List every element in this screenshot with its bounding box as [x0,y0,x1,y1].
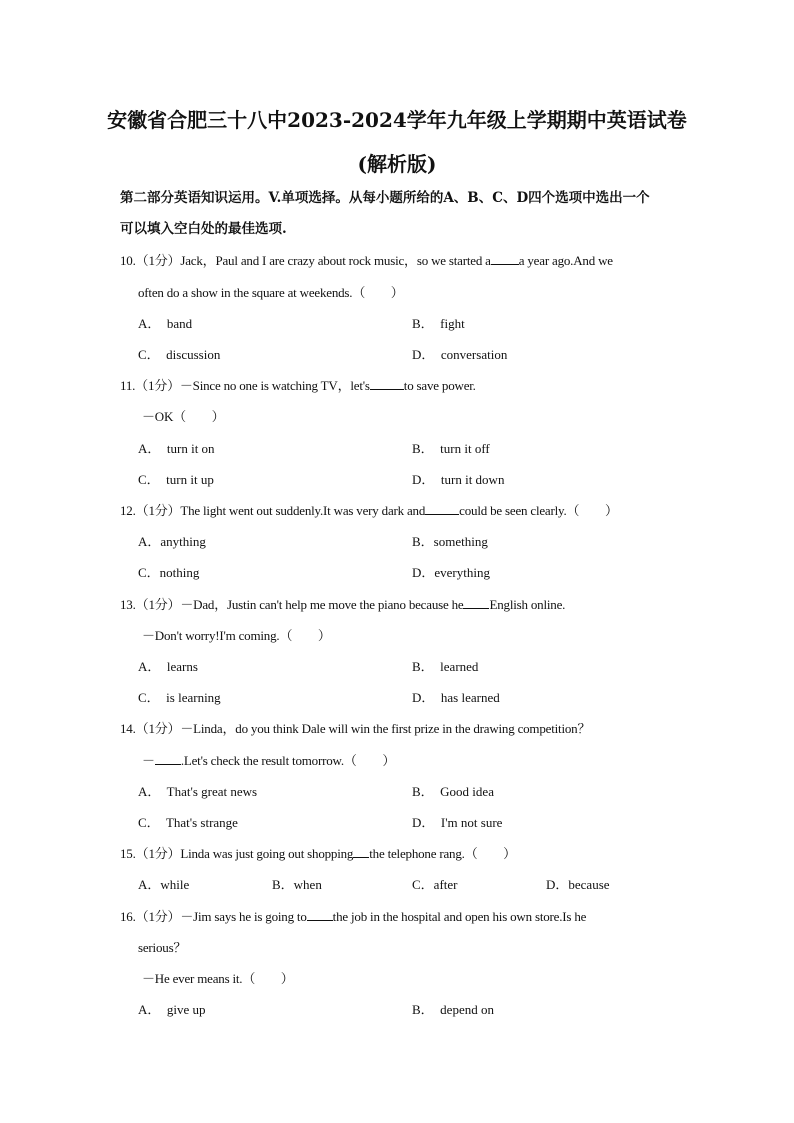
question-12-stem: 12.（1分）The light went out suddenly.It was very dark and could be seen clearly.（ ） [120,503,618,518]
question-13-stem: 13.（1分）－Dad，Justin can't help me move the piano because he English online. [120,597,566,612]
option-c[interactable]: C．after [412,877,458,892]
answer-blank [155,752,181,765]
option-a[interactable]: A．while [138,877,190,892]
question-number: 14. [120,721,136,736]
option-c[interactable]: C． is learning [138,690,221,705]
option-a[interactable]: A． give up [138,1002,206,1017]
option-b[interactable]: B． turn it off [412,441,490,456]
question-score: （1分） [135,721,181,736]
question-score: （1分） [135,378,180,393]
question-14-stem: 14.（1分）－Linda，do you think Dale will win the first prize in the drawing competition？ [120,721,591,736]
question-number: 16. [120,909,136,924]
question-14-stem-cont: － .Let's check the result tomorrow.（ ） [142,753,396,768]
question-16-stem-cont2: －He ever means it.（ ） [142,971,294,986]
question-15-stem: 15.（1分）Linda was just going out shopping the telephone rang.（ ） [120,846,516,861]
question-13-stem-cont: －Don't worry!I'm coming.（ ） [142,628,331,643]
answer-blank [353,845,369,858]
option-b[interactable]: B． learned [412,659,479,674]
option-c[interactable]: C．nothing [138,565,200,580]
section-instruction-cont: 可以填入空白处的最佳选项. [120,221,287,237]
option-d[interactable]: D． has learned [412,690,500,705]
question-10-stem-cont: often do a show in the square at weekends.（ ） [138,285,404,300]
option-c[interactable]: C． turn it up [138,472,214,487]
question-number: 12. [120,503,136,518]
section-instruction: 第二部分英语知识运用。V.单项选择。从每小题所给的A、B、C、D四个选项中选出一个 [120,190,650,206]
option-d[interactable]: D． turn it down [412,472,505,487]
option-b[interactable]: B． fight [412,316,465,331]
question-number: 15. [120,846,136,861]
option-d[interactable]: D．everything [412,565,490,580]
option-d[interactable]: D． I'm not sure [412,815,503,830]
option-d[interactable]: D．because [546,877,610,892]
question-score: （1分） [135,253,181,268]
option-d[interactable]: D． conversation [412,347,508,362]
question-score: （1分） [135,909,181,924]
page-title: 安徽省合肥三十八中2023-2024学年九年级上学期期中英语试卷 [107,108,687,132]
question-16-stem-cont: serious？ [138,940,187,955]
option-a[interactable]: A． turn it on [138,441,215,456]
question-number: 13. [120,597,136,612]
option-b[interactable]: B．something [412,534,488,549]
option-b[interactable]: B． depend on [412,1002,494,1017]
answer-blank [463,596,489,609]
question-score: （1分） [135,597,181,612]
option-a[interactable]: A． That's great news [138,784,258,799]
question-11-stem: 11.（1分）－Since no one is watching TV，let's to save power. [120,378,476,393]
question-11-stem-cont: －OK（ ） [142,409,225,424]
option-b[interactable]: B． Good idea [412,784,494,799]
answer-blank [370,377,404,390]
question-score: （1分） [135,846,181,861]
answer-blank [491,252,519,265]
option-b[interactable]: B．when [272,877,322,892]
question-score: （1分） [135,503,181,518]
answer-blank [307,908,333,921]
option-c[interactable]: C． That's strange [138,815,238,830]
question-number: 11. [120,378,136,393]
answer-blank [425,502,459,515]
option-a[interactable]: A． band [138,316,193,331]
option-a[interactable]: A． learns [138,659,198,674]
question-16-stem: 16.（1分）－Jim says he is going to the job in the hospital and open his own store.Is he [120,909,587,924]
question-10-stem: 10.（1分）Jack，Paul and I are crazy about rock music，so we started a a year ago.And we [120,253,613,268]
option-c[interactable]: C． discussion [138,347,221,362]
page-subtitle: (解析版) [357,152,437,176]
option-a[interactable]: A．anything [138,534,206,549]
question-number: 10. [120,253,136,268]
